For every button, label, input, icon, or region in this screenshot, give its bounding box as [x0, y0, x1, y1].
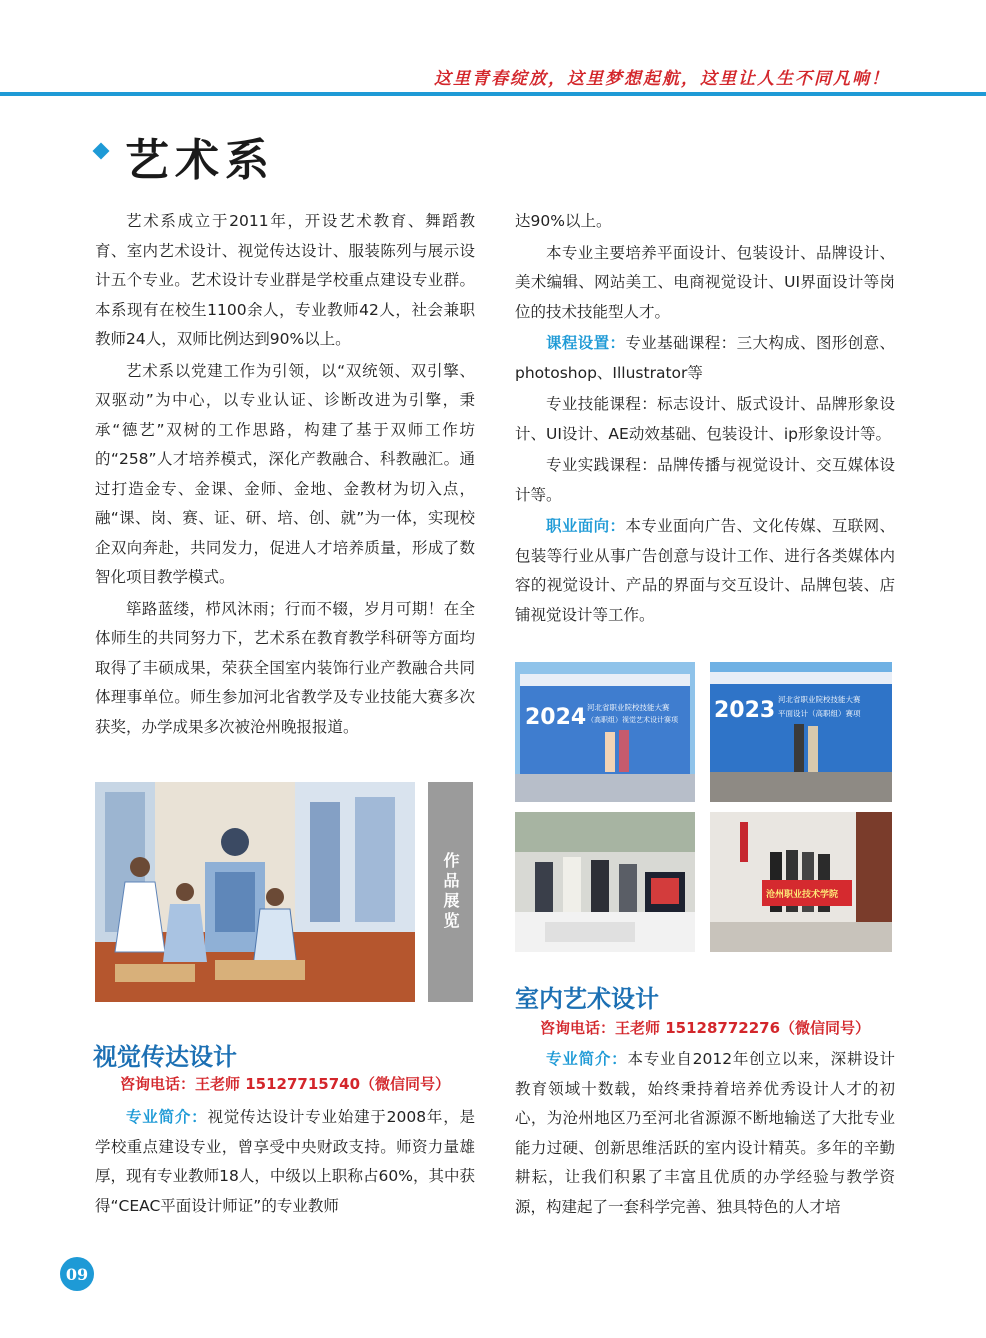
classroom-photo: [515, 812, 695, 952]
photo1-banner-line1: 河北省职业院校技能大赛: [587, 703, 670, 712]
visual-design-intro: [95, 1103, 475, 1223]
visual-design-career-text: 本专业面向广告、文化传媒、互联网、包装等行业从事广告创意与设计工作、进行各类媒体内容的视觉设计、产品的界面与交互设计、品牌包装、店铺视觉设计等工作。: [515, 517, 895, 624]
visual-design-goal: 本专业主要培养平面设计、包装设计、品牌设计、美术编辑、网站美工、电商视觉设计、UI界面设计等岗位的技术技能型人才。: [515, 243, 895, 321]
visual-design-intro-label: 专业简介：: [126, 1108, 208, 1126]
visual-design-career: [515, 512, 895, 630]
competition-photo-2024-art: [515, 662, 695, 802]
interior-design-intro-paragraph: [515, 1045, 895, 1222]
visual-design-intro-text: 视觉传达设计专业始建于2008年，是学校重点建设专业，曾享受中央财政支持。师资力量雄厚，现有专业教师18人，中级以上职称占60%，其中获得“CEAC平面设计师证”的专业教师: [95, 1108, 475, 1215]
competition-photo-2023: [710, 662, 892, 802]
interior-design-contact: 咨询电话：王老师 15128772276（微信同号）: [540, 1019, 871, 1037]
interior-design-title: 室内艺术设计: [515, 985, 659, 1013]
visual-design-career-label: 职业面向：: [546, 517, 626, 535]
group-banner-photo: [710, 812, 892, 952]
visual-design-practice-courses: 专业实践课程：品牌传播与视觉设计、交互媒体设计等。: [515, 456, 895, 504]
photo1-banner-line2: （高职组）视觉艺术设计赛项: [587, 716, 678, 724]
department-paragraph: 艺术系成立于2011年，开设艺术教育、舞蹈教育、室内艺术设计、视觉传达设计、服装陈列与展示设计五个专业。艺术设计专业群是学校重点建设专业群。本系现有在校生1100余人，专业教师42人，社会兼职教师24人，双师比例达到90%以上。: [95, 212, 475, 348]
classroom-photo-art: [515, 812, 695, 952]
department-intro: [95, 207, 475, 744]
visual-design-intro-paragraph: [95, 1103, 475, 1221]
department-paragraph: 艺术系以党建工作为引领，以“双统领、双引擎、双驱动”为中心，以专业认证、诊断改进为引擎，秉承“德艺”双树的工作思路，构建了基于双师工作坊的“258”人才培养模式，深化产教融合、科教融汇。通过打造金专、金课、金师、金地、金教材为切入点，融“课、岗、赛、证、研、培、创、就”为一体，实现校企双向奔赴，共同发力，促进人才培养质量，形成了数智化项目教学模式。: [95, 361, 475, 586]
photo4-banner: 沧州职业技术学院: [766, 890, 839, 900]
header-slogan: 这里青春绽放，这里梦想起航，这里让人生不同凡响！: [434, 69, 890, 89]
header-rule: [0, 92, 986, 96]
interior-design-intro-label: 专业简介：: [546, 1050, 628, 1068]
photo2-year: 2023: [714, 698, 776, 723]
photo2-banner-line2: 平面设计（高职组）赛项: [778, 709, 861, 718]
group-banner-photo-art: [710, 812, 892, 952]
photo2-banner-line1: 河北省职业院校技能大赛: [778, 695, 861, 704]
visual-design-continued: 达90%以上。: [515, 212, 612, 230]
visual-design-course-text: 专业基础课程：三大构成、图形创意、photoshop、Illustrator等: [515, 334, 895, 382]
visual-design-course-label: 课程设置：: [546, 334, 626, 352]
page-number: 09: [60, 1257, 94, 1291]
visual-design-details: [515, 207, 895, 632]
gallery-side-band: [428, 782, 473, 1002]
competition-photo-2023-art: [710, 662, 892, 802]
interior-design-intro-text: 本专业自2012年创立以来，深耕设计教育领域十数载，始终秉持着培养优秀设计人才的初心，为沧州地区乃至河北省源源不断地输送了大批专业能力过硬、创新思维活跃的室内设计精英。多年的辛勤耕耘，让我们积累了丰富且优质的办学经验与教学资源，构建起了一套科学完善、独具特色的人才培: [515, 1050, 895, 1216]
visual-design-courses: [515, 329, 895, 388]
exhibition-photo: [95, 782, 415, 1002]
department-paragraph: 筚路蓝缕，栉风沐雨；行而不辍，岁月可期！在全体师生的共同努力下，艺术系在教育教学科研等方面均取得了丰硕成果，荣获全国室内装饰行业产教融合共同体理事单位。师生参加河北省教学及专业技能大赛多次获奖，办学成果多次被沧州晚报报道。: [95, 599, 475, 736]
visual-design-title: 视觉传达设计: [93, 1043, 237, 1071]
diamond-bullet-icon: [93, 143, 110, 160]
interior-design-intro: [515, 1045, 895, 1224]
visual-design-contact: 咨询电话：王老师 15127715740（微信同号）: [120, 1075, 451, 1093]
competition-photo-2024: [515, 662, 695, 802]
gallery-side-label: 作品展览: [441, 852, 460, 932]
visual-design-skill-courses: 专业技能课程：标志设计、版式设计、品牌形象设计、UI设计、AE动效基础、包装设计、ip形象设计等。: [515, 395, 895, 443]
exhibition-photo-art: [95, 782, 415, 1002]
photo1-year: 2024: [525, 705, 587, 730]
department-title: 艺术系: [125, 135, 275, 186]
